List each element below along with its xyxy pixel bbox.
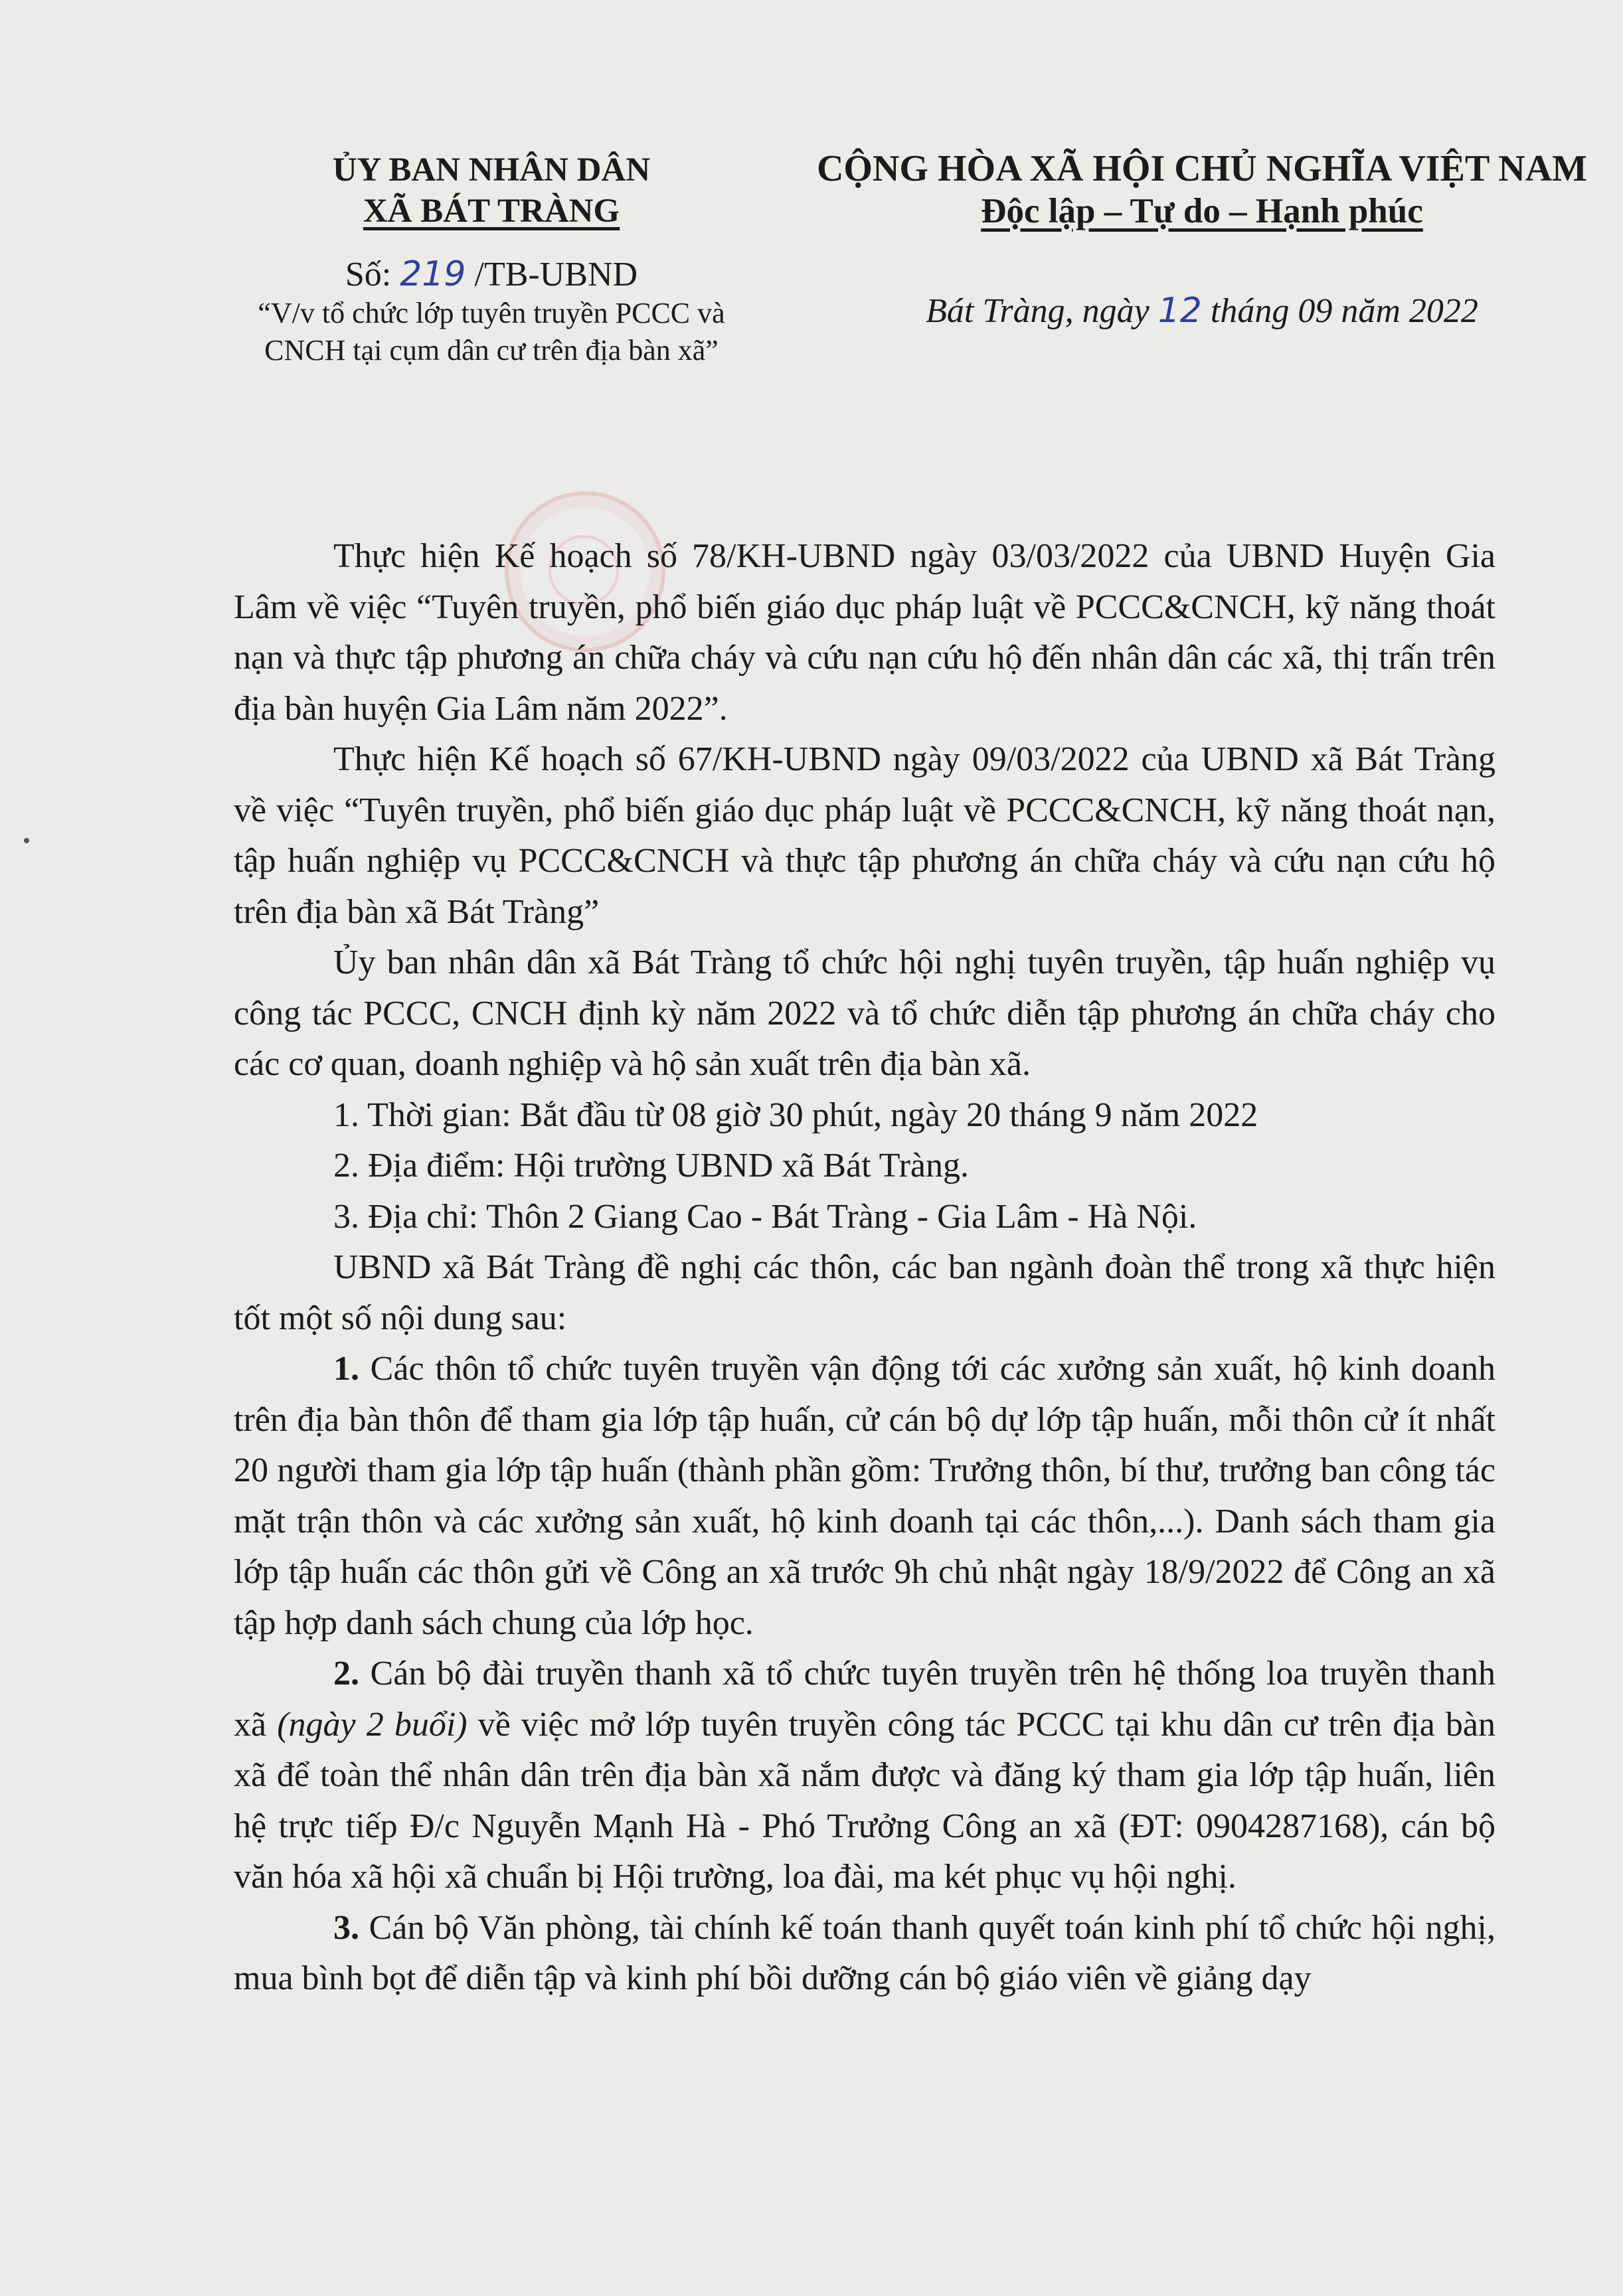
- issuing-agency-block: [193, 149, 790, 369]
- section-2-italic: (ngày 2 buổi): [277, 1705, 468, 1744]
- agency-name: ỦY BAN NHÂN DÂN: [332, 151, 651, 189]
- document-number-prefix: Số:: [345, 256, 400, 293]
- document-number-handwritten: 219: [400, 254, 466, 294]
- national-motto: Độc lập – Tự do – Hạnh phúc: [981, 192, 1423, 230]
- section-3-text: Cán bộ Văn phòng, tài chính kế toán thanh quyết toán kinh phí tổ chức hội nghị, mua bình bọt để diễn tập và kinh phí bồi dưỡng cán bộ giáo viên về giảng dạy: [234, 1908, 1495, 1997]
- section-2-text-a: Cán bộ đài truyền thanh xã tổ chức tuyên truyền trên hệ thống loa truyền thanh xã: [234, 1655, 1495, 1744]
- document-number-suffix: /TB-UBND: [466, 256, 638, 293]
- place-and-date: [784, 291, 1620, 331]
- section-1-number: 1.: [333, 1350, 359, 1388]
- item-time: 1. Thời gian: Bắt đầu từ 08 giờ 30 phút, ngày 20 tháng 9 năm 2022: [333, 1096, 1258, 1134]
- document-body: [234, 531, 1495, 2005]
- national-title: CỘNG HÒA XÃ HỘI CHỦ NGHĨA VIỆT NAM: [816, 148, 1588, 189]
- item-address: 3. Địa chỉ: Thôn 2 Giang Cao - Bát Tràng - Gia Lâm - Hà Nội.: [333, 1197, 1197, 1236]
- date-prefix: Bát Tràng, ngày: [926, 292, 1158, 330]
- agency-sub-name: XÃ BÁT TRÀNG: [363, 193, 620, 230]
- document-number-line: [193, 254, 790, 295]
- national-title-block: [784, 147, 1620, 331]
- scan-speck: [24, 838, 29, 843]
- section-2-number: 2.: [333, 1655, 359, 1692]
- section-2-text-b: về việc mở lớp tuyên truyền công tác PCCC tại khu dân cư trên địa bàn xã để toàn thể nhân dân trên địa bàn xã nắm được và đăng ký tham gia lớp tập huấn, liên hệ trực tiếp Đ/c Nguyễn Mạnh Hà - Phó Trưởng Công an xã (ĐT: 0904287168), cán bộ văn hóa xã hội xã chuẩn bị Hội trường, loa đài, ma két phục vụ hội nghị.: [234, 1705, 1495, 1896]
- paragraph-organization: Ủy ban nhân dân xã Bát Tràng tổ chức hội nghị tuyên truyền, tập huấn nghiệp vụ công tác PCCC, CNCH định kỳ năm 2022 và tổ chức diễn tập phương án chữa cháy cho các cơ quan, doanh nghiệp và hộ sản xuất trên địa bàn xã.: [234, 943, 1495, 1083]
- subject-line-2: CNCH tại cụm dân cư trên địa bàn xã”: [264, 334, 719, 367]
- paragraph-request: UBND xã Bát Tràng đề nghị các thôn, các ban ngành đoàn thể trong xã thực hiện tốt một số nội dung sau:: [234, 1248, 1495, 1337]
- date-day-handwritten: 12: [1157, 291, 1202, 331]
- section-3-number: 3.: [333, 1908, 359, 1947]
- section-1-text: Các thôn tổ chức tuyên truyền vận động tới các xưởng sản xuất, hộ kinh doanh trên địa bàn thôn để tham gia lớp tập huấn, cử cán bộ dự lớp tập huấn, mỗi thôn cử ít nhất 20 người tham gia lớp tập huấn (thành phần gồm: Trưởng thôn, bí thư, trưởng ban công tác mặt trận thôn và các xưởng sản xuất, hộ kinh doanh tại các thôn,...). Danh sách tham gia lớp tập huấn các thôn gửi về Công an xã trước 9h chủ nhật ngày 18/9/2022 để Công an xã tập hợp danh sách chung của lớp học.: [234, 1350, 1495, 1642]
- section-3: [234, 1903, 1495, 2005]
- item-place: 2. Địa điểm: Hội trường UBND xã Bát Tràng.: [333, 1147, 969, 1185]
- paragraph-plan-67: Thực hiện Kế hoạch số 67/KH-UBND ngày 09/03/2022 của UBND xã Bát Tràng về việc “Tuyên truyền, phổ biến giáo dục pháp luật về PCCC&CNCH, kỹ năng thoát nạn, tập huấn nghiệp vụ PCCC&CNCH và thực tập phương án chữa cháy và cứu nạn cứu hộ trên địa bàn xã Bát Tràng”: [234, 740, 1495, 931]
- section-2: [234, 1649, 1495, 1903]
- section-1: [234, 1344, 1495, 1649]
- paragraph-plan-78: Thực hiện Kế hoạch số 78/KH-UBND ngày 03/03/2022 của UBND Huyện Gia Lâm về việc “Tuyên truyền, phổ biến giáo dục pháp luật về PCCC&CNCH, kỹ năng thoát nạn và thực tập phương án chữa cháy và cứu nạn cứu hộ đến nhân dân các xã, thị trấn trên địa bàn huyện Gia Lâm năm 2022”.: [234, 537, 1495, 728]
- subject-line-1: “V/v tổ chức lớp tuyên truyền PCCC và: [258, 297, 725, 329]
- date-suffix: tháng 09 năm 2022: [1201, 292, 1478, 330]
